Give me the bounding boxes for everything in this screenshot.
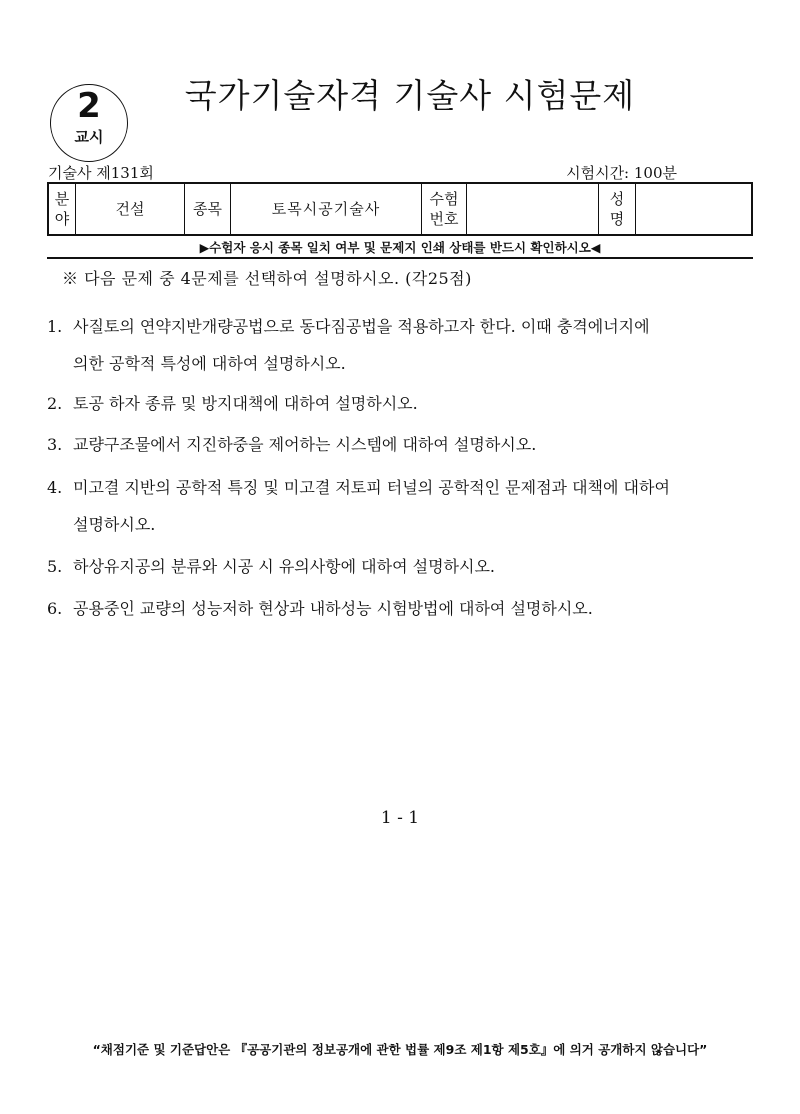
question-text: 토공 하자 종류 및 방지대책에 대하여 설명하시오. [73, 394, 418, 413]
question-1 [47, 308, 762, 382]
field-value: 건설 [76, 183, 185, 235]
question-number: 5. [47, 557, 63, 576]
question-4 [47, 469, 762, 543]
category-value: 토목시공기술사 [231, 183, 422, 235]
question-text-cont: 의한 공학적 특성에 대하여 설명하시오. [73, 354, 346, 373]
question-text: 미고결 지반의 공학적 특징 및 미고결 저토피 터널의 공학적인 문제점과 대책에 대하여 [73, 478, 670, 497]
question-text: 교량구조물에서 지진하중을 제어하는 시스템에 대하여 설명하시오. [73, 435, 537, 454]
instruction: ※ 다음 문제 중 4문제를 선택하여 설명하시오. (각25점) [62, 269, 472, 288]
session-label: 교시 [74, 128, 104, 146]
question-number: 2. [47, 394, 63, 413]
name-label: 성 명 [599, 183, 636, 235]
question-text: 하상유지공의 분류와 시공 시 유의사항에 대하여 설명하시오. [73, 557, 496, 576]
name-field[interactable] [636, 183, 753, 235]
question-3 [47, 426, 762, 463]
question-number: 3. [47, 435, 63, 454]
question-text: 사질토의 연약지반개량공법으로 동다짐공법을 적용하고자 한다. 이때 충격에너지에 [73, 317, 650, 336]
question-number: 1. [47, 317, 63, 336]
question-text-cont: 설명하시오. [73, 515, 156, 534]
question-number: 4. [47, 478, 63, 497]
question-2 [47, 385, 762, 422]
notice-banner: ▶수험자 응시 종목 일치 여부 및 문제지 인쇄 상태를 반드시 확인하시오◀ [199, 240, 601, 255]
exam-name: 기술사 제131회 [48, 164, 154, 182]
question-5 [47, 548, 762, 585]
footer-notice: “채점기준 및 기준답안은 『공공기관의 정보공개에 관한 법률 제9조 제1항 제5호』에 의거 공개하지 않습니다” [92, 1042, 708, 1057]
question-number: 6. [47, 599, 63, 618]
page-title: 국가기술자격 기술사 시험문제 [184, 76, 636, 115]
info-table [47, 182, 753, 236]
exam-number-label: 수험 번호 [422, 183, 467, 235]
category-label: 종목 [185, 183, 231, 235]
question-6 [47, 590, 762, 627]
exam-number-field[interactable] [467, 183, 599, 235]
divider [47, 257, 753, 259]
page-number: 1 - 1 [380, 808, 420, 828]
field-label: 분 야 [48, 183, 76, 235]
session-number: 2 [77, 86, 101, 126]
question-text: 공용중인 교량의 성능저하 현상과 내하성능 시험방법에 대하여 설명하시오. [73, 599, 593, 618]
exam-time: 시험시간: 100분 [566, 164, 677, 182]
